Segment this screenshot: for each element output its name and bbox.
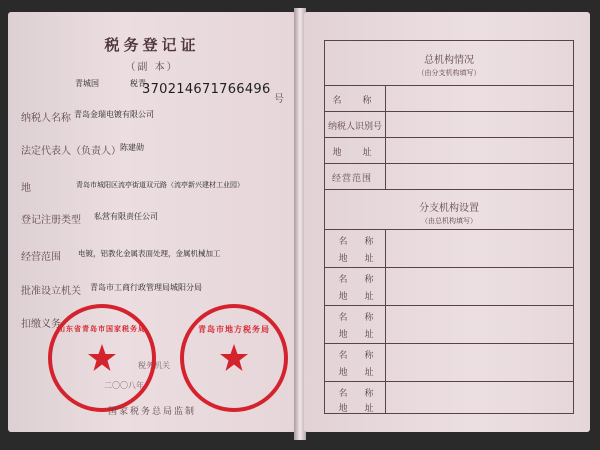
district-prefix: 青城国: [75, 79, 99, 88]
branch-label-name: 名 称: [338, 389, 378, 399]
table-row: [325, 163, 573, 164]
field-value-address: 青岛市城阳区流亭街道双元路（流亭新兴建材工业园）: [76, 181, 244, 189]
table-row: [325, 111, 573, 112]
table-row: [325, 229, 573, 230]
seal-left-text: 山东省青岛市国家税务局: [58, 324, 146, 333]
field-label-taxpayer-name: 纳税人名称: [21, 113, 71, 124]
branch-label-address: 地 址: [338, 404, 378, 414]
column-divider: [385, 85, 386, 189]
field-label-address: 地: [21, 183, 31, 194]
field-label-legal-rep: 法定代表人（负责人）: [21, 146, 121, 157]
certificate-subtitle: （副 本）: [125, 62, 179, 73]
field-value-registration-type: 私营有限责任公司: [94, 212, 158, 221]
right-page: [304, 12, 590, 432]
branch-label-address: 地 址: [338, 368, 378, 378]
row-label-address: 地 址: [332, 148, 378, 158]
table-row: [325, 85, 573, 86]
star-icon: [87, 343, 117, 373]
certificate-footer: 国家税务总局监制: [107, 407, 196, 417]
field-value-legal-rep: 陈建勋: [120, 143, 144, 152]
field-label-approving-authority: 批准设立机关: [21, 286, 81, 297]
tax-number: 370214671766496: [142, 82, 271, 97]
field-label-business-scope: 经营范围: [21, 252, 61, 263]
row-label-business-scope: 经营范围: [331, 174, 372, 184]
tax-code-prefix: 税青: [130, 79, 146, 88]
table-row: [325, 343, 573, 344]
field-value-business-scope: 电镀，铝教化金属表面处理，金属机械加工: [78, 249, 221, 258]
issue-date: 二〇〇八年: [104, 381, 144, 390]
branch-info-table: [324, 40, 574, 414]
tax-number-suffix: 号: [274, 94, 284, 105]
field-value-approving-authority: 青岛市工商行政管理局城阳分局: [90, 283, 202, 292]
field-value-taxpayer-name: 青岛金瑞电镀有限公司: [74, 110, 154, 119]
section-branches-title: 分支机构设置: [419, 203, 479, 214]
branch-label-name: 名 称: [338, 313, 378, 323]
field-label-registration-type: 登记注册类型: [21, 215, 81, 226]
issuing-authority-text: 税务机关: [138, 361, 170, 370]
seal-state-tax-bureau: [48, 304, 156, 412]
table-row: [325, 137, 573, 138]
branch-label-name: 名 称: [338, 351, 378, 361]
seal-local-tax-bureau: [180, 304, 288, 412]
left-page: [8, 12, 296, 432]
row-label-taxpayer-id: 纳税人识别号: [327, 122, 382, 132]
table-row: [325, 267, 573, 268]
certificate-title: 税务登记证: [104, 36, 200, 54]
branch-label-address: 地 址: [338, 330, 378, 340]
table-row: [325, 381, 573, 382]
section-head-office-title: 总机构情况: [424, 55, 474, 66]
section-head-office: [325, 51, 573, 78]
branch-label-address: 地 址: [338, 254, 378, 264]
field-label-withholding: 扣缴义务: [21, 319, 61, 330]
section-head-office-subtitle: （由分支机构填写）: [417, 69, 481, 77]
table-row: [325, 189, 573, 190]
section-branches-subtitle: （由总机构填写）: [421, 217, 477, 225]
table-row: [325, 305, 573, 306]
row-label-name: 名 称: [332, 96, 378, 106]
section-branches: [325, 199, 573, 226]
star-icon: [219, 343, 249, 373]
column-divider: [385, 229, 386, 413]
branch-label-name: 名 称: [338, 275, 378, 285]
seal-right-text: 青岛市地方税务局: [198, 324, 270, 334]
branch-label-address: 地 址: [338, 292, 378, 302]
tax-certificate: [8, 8, 592, 440]
branch-label-name: 名 称: [338, 237, 378, 247]
